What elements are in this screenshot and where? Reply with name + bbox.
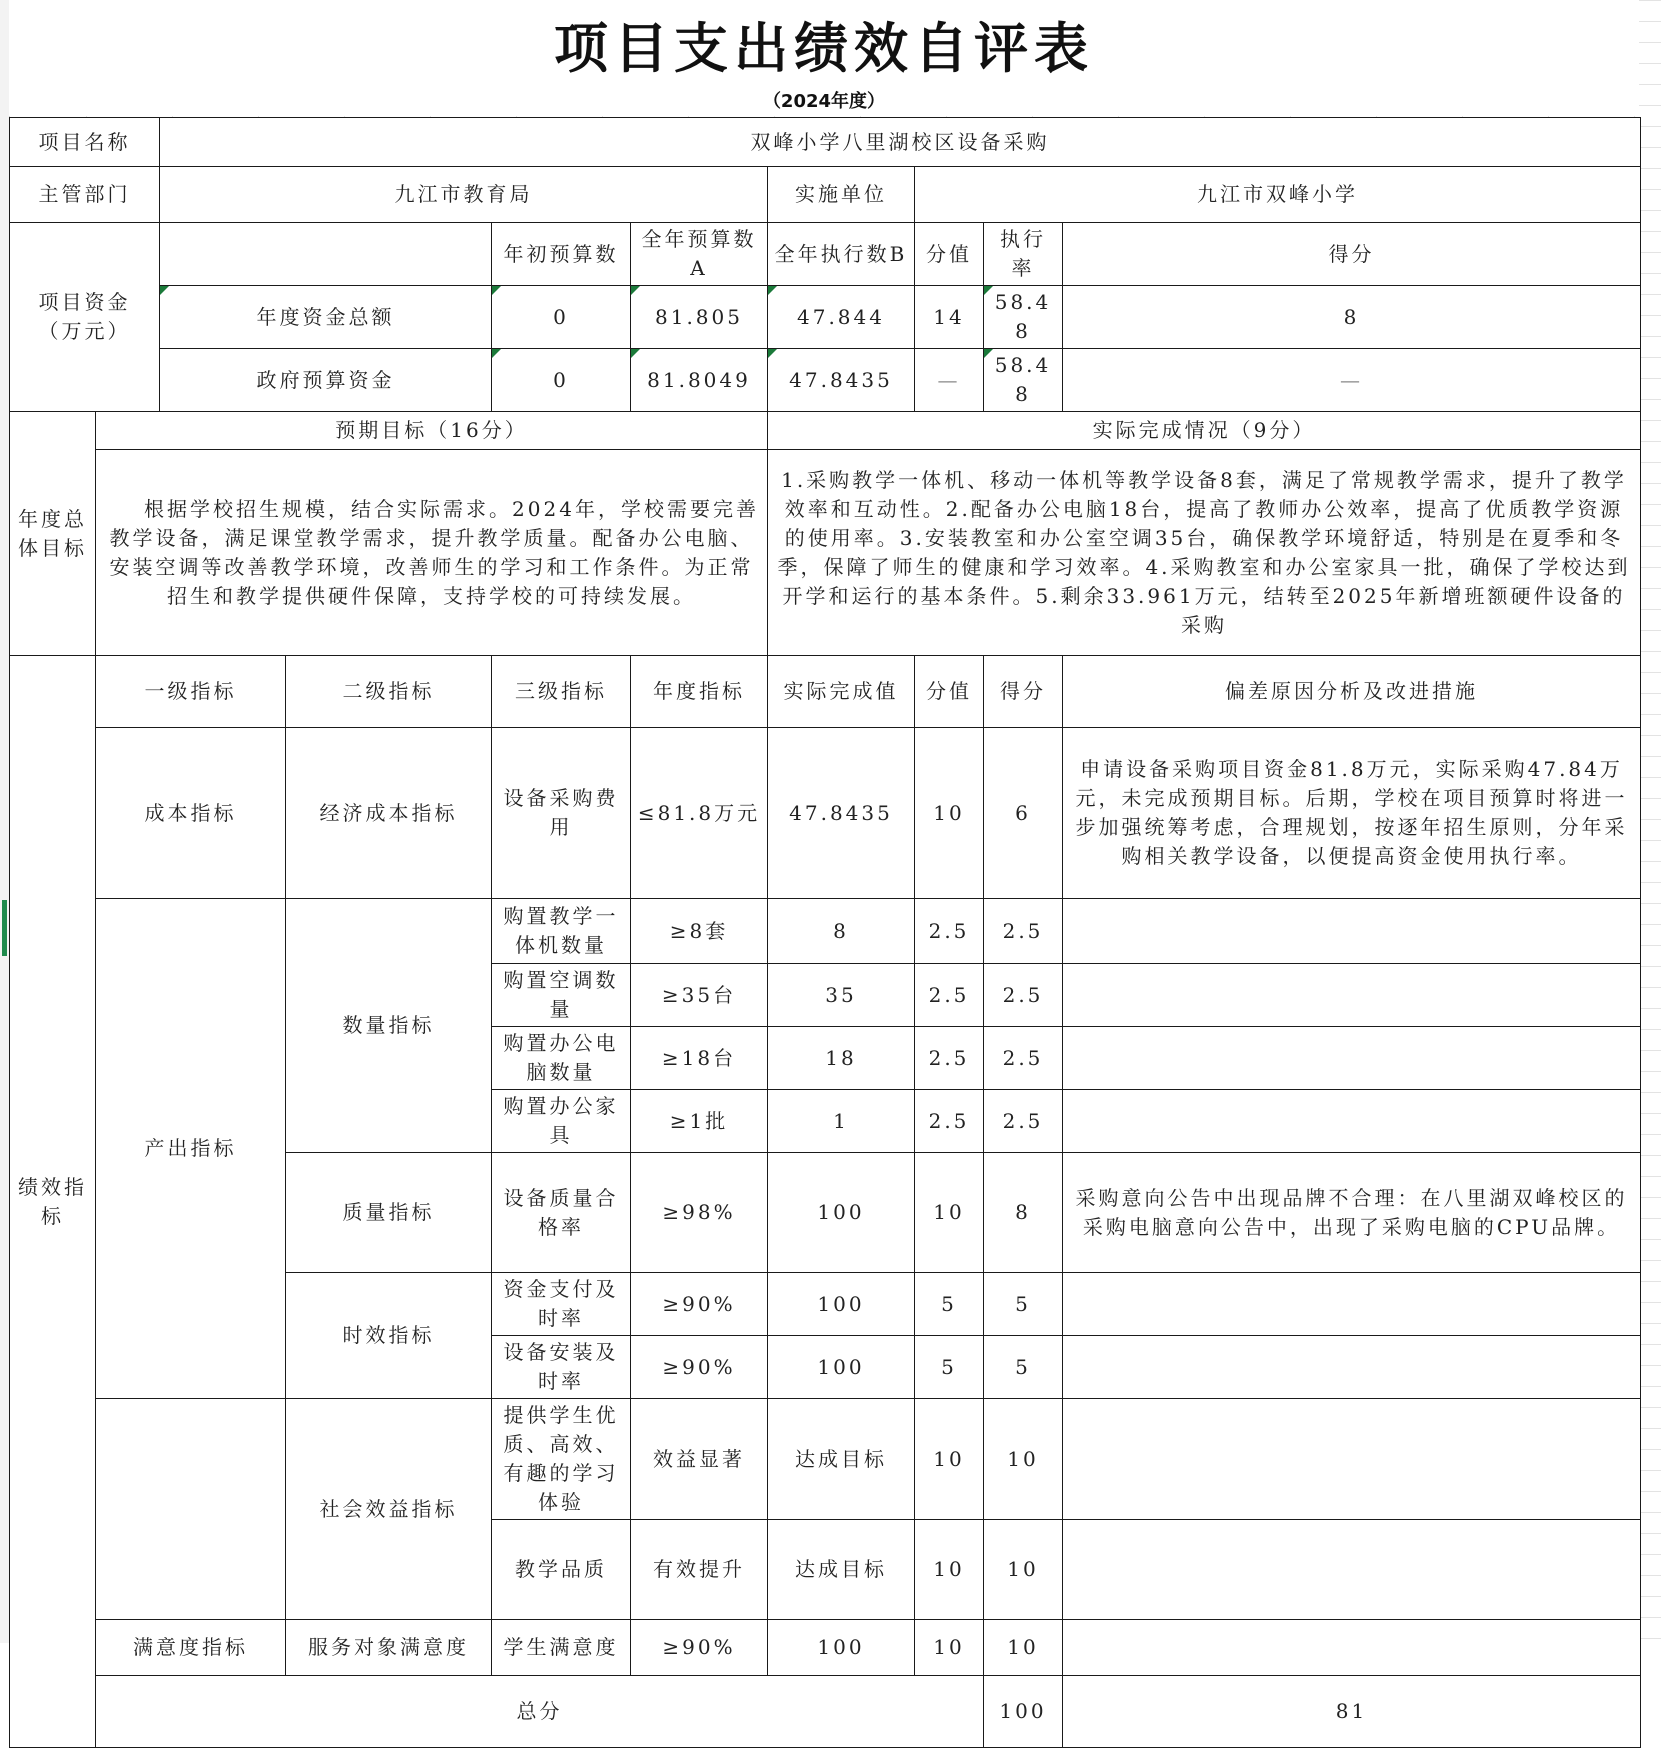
quality-score[interactable]: 8 [984, 1153, 1063, 1273]
unit-label[interactable]: 实施单位 [768, 167, 915, 223]
funds-row-government [10, 349, 1641, 412]
quantity-annual[interactable]: ≥35台 [631, 964, 768, 1027]
social-score[interactable]: 10 [984, 1520, 1063, 1620]
cost-level2[interactable]: 经济成本指标 [286, 728, 492, 899]
quantity-analysis[interactable] [1063, 899, 1641, 964]
social-analysis[interactable] [1063, 1399, 1641, 1520]
header-level2[interactable]: 二级指标 [286, 656, 492, 728]
unit-value[interactable]: 九江市双峰小学 [915, 167, 1641, 223]
quantity-score[interactable]: 2.5 [984, 964, 1063, 1027]
total-value[interactable]: 100 [984, 1676, 1063, 1748]
funds-header-initial[interactable]: 年初预算数 [492, 223, 631, 286]
quality-value[interactable]: 10 [915, 1153, 984, 1273]
cost-row [10, 728, 1641, 899]
satisfaction-level2[interactable]: 服务对象满意度 [286, 1620, 492, 1676]
selection-marker [2, 900, 7, 956]
goals-label[interactable]: 年度总体目标 [10, 412, 96, 656]
quantity-score[interactable]: 2.5 [984, 899, 1063, 964]
satisfaction-score[interactable]: 10 [984, 1620, 1063, 1676]
quantity-value[interactable]: 2.5 [915, 964, 984, 1027]
satisfaction-level1[interactable]: 满意度指标 [96, 1620, 286, 1676]
cost-value[interactable]: 10 [915, 728, 984, 899]
quantity-value[interactable]: 2.5 [915, 899, 984, 964]
project-name-row [10, 118, 1641, 167]
funds-header-blank[interactable] [160, 223, 492, 286]
timeliness-actual[interactable]: 100 [768, 1336, 915, 1399]
project-name-value[interactable]: 双峰小学八里湖校区设备采购 [160, 118, 1641, 167]
cost-level1[interactable]: 成本指标 [96, 728, 286, 899]
quantity-level3[interactable]: 购置办公电脑数量 [492, 1027, 631, 1090]
page-title: 项目支出绩效自评表 [9, 0, 1639, 88]
timeliness-analysis[interactable] [1063, 1273, 1641, 1336]
satisfaction-actual[interactable]: 100 [768, 1620, 915, 1676]
header-actual[interactable]: 实际完成值 [768, 656, 915, 728]
quantity-actual[interactable]: 35 [768, 964, 915, 1027]
timeliness-label[interactable]: 时效指标 [286, 1273, 492, 1399]
social-actual[interactable]: 达成目标 [768, 1520, 915, 1620]
timeliness-analysis[interactable] [1063, 1336, 1641, 1399]
funds-header-annual[interactable]: 全年预算数A [631, 223, 768, 286]
header-value[interactable]: 分值 [915, 656, 984, 728]
quantity-row [10, 899, 1641, 964]
actual-result-text[interactable]: 1.采购教学一体机、移动一体机等教学设备8套，满足了常规教学需求，提升了教学效率和互动性。2.配备办公电脑18台，提高了教师办公效率，提高了优质教学资源的使用率。3.安装教室和办公室空调35台，确保教学环境舒适，特别是在夏季和冬季，保障了师生的健康和学习效率。4.采购教室和办公室家具一批，确保了学校达到开学和运行的基本条件。5.剩余33.961万元，结转至2025年新增班额硬件设备的采购 [768, 450, 1641, 656]
funds-row-label[interactable]: 年度资金总额 [160, 286, 492, 349]
cost-annual[interactable]: ≤81.8万元 [631, 728, 768, 899]
quantity-annual[interactable]: ≥18台 [631, 1027, 768, 1090]
funds-row-total [10, 286, 1641, 349]
quantity-value[interactable]: 2.5 [915, 1090, 984, 1153]
funds-score-value[interactable]: 14 [915, 286, 984, 349]
cost-score[interactable]: 6 [984, 728, 1063, 899]
indicator-header-row [10, 656, 1641, 728]
quantity-level3[interactable]: 购置教学一体机数量 [492, 899, 631, 964]
timeliness-score[interactable]: 5 [984, 1336, 1063, 1399]
social-actual[interactable]: 达成目标 [768, 1399, 915, 1520]
funds-score[interactable]: 8 [1063, 286, 1641, 349]
timeliness-score[interactable]: 5 [984, 1273, 1063, 1336]
social-value[interactable]: 10 [915, 1520, 984, 1620]
funds-header-row [10, 223, 1641, 286]
funds-label[interactable]: 项目资金（万元） [10, 223, 160, 412]
social-annual[interactable]: 有效提升 [631, 1520, 768, 1620]
timeliness-value[interactable]: 5 [915, 1336, 984, 1399]
dept-label[interactable]: 主管部门 [10, 167, 160, 223]
quantity-annual[interactable]: ≥8套 [631, 899, 768, 964]
funds-score[interactable]: — [1063, 349, 1641, 412]
funds-row-label[interactable]: 政府预算资金 [160, 349, 492, 412]
funds-initial[interactable]: 0 [492, 349, 631, 412]
header-level1[interactable]: 一级指标 [96, 656, 286, 728]
funds-annual[interactable]: 81.805 [631, 286, 768, 349]
funds-score-value[interactable]: — [915, 349, 984, 412]
satisfaction-value[interactable]: 10 [915, 1620, 984, 1676]
funds-header-executed[interactable]: 全年执行数B [768, 223, 915, 286]
header-analysis[interactable]: 偏差原因分析及改进措施 [1063, 656, 1641, 728]
funds-executed[interactable]: 47.844 [768, 286, 915, 349]
page-subtitle: （2024年度） [9, 84, 1639, 116]
quantity-level3[interactable]: 购置空调数量 [492, 964, 631, 1027]
quantity-score[interactable]: 2.5 [984, 1090, 1063, 1153]
cost-analysis[interactable]: 申请设备采购项目资金81.8万元，实际采购47.84万元，未完成预期目标。后期，学校在项目预算时将进一步加强统筹考虑，合理规划，按逐年招生原则，分年采购相关教学设备，以便提高资金使用执行率。 [1063, 728, 1641, 899]
quality-label[interactable]: 质量指标 [286, 1153, 492, 1273]
funds-header-score-value[interactable]: 分值 [915, 223, 984, 286]
quantity-label[interactable]: 数量指标 [286, 899, 492, 1153]
quantity-annual[interactable]: ≥1批 [631, 1090, 768, 1153]
output-label[interactable]: 产出指标 [96, 899, 286, 1399]
quantity-analysis[interactable] [1063, 1090, 1641, 1153]
satisfaction-level3[interactable]: 学生满意度 [492, 1620, 631, 1676]
quantity-level3[interactable]: 购置办公家具 [492, 1090, 631, 1153]
dept-value[interactable]: 九江市教育局 [160, 167, 768, 223]
quantity-actual[interactable]: 18 [768, 1027, 915, 1090]
timeliness-level3[interactable]: 设备安装及时率 [492, 1336, 631, 1399]
satisfaction-analysis[interactable] [1063, 1620, 1641, 1676]
indicators-label[interactable]: 绩效指标 [10, 656, 96, 1748]
quality-level3[interactable]: 设备质量合格率 [492, 1153, 631, 1273]
goals-text-row [10, 450, 1641, 656]
header-level3[interactable]: 三级指标 [492, 656, 631, 728]
actual-result-header[interactable]: 实际完成情况（9分） [768, 412, 1641, 450]
cost-level3[interactable]: 设备采购费用 [492, 728, 631, 899]
department-row [10, 167, 1641, 223]
cost-actual[interactable]: 47.8435 [768, 728, 915, 899]
header-score[interactable]: 得分 [984, 656, 1063, 728]
satisfaction-row [10, 1620, 1641, 1676]
total-row [10, 1676, 1641, 1748]
header-annual[interactable]: 年度指标 [631, 656, 768, 728]
quality-annual[interactable]: ≥98% [631, 1153, 768, 1273]
funds-header-rate[interactable]: 执行率 [984, 223, 1063, 286]
funds-initial[interactable]: 0 [492, 286, 631, 349]
expected-goal-header[interactable]: 预期目标（16分） [96, 412, 768, 450]
quantity-analysis[interactable] [1063, 964, 1641, 1027]
social-label[interactable]: 社会效益指标 [286, 1399, 492, 1620]
evaluation-table [9, 117, 1641, 1748]
timeliness-level3[interactable]: 资金支付及时率 [492, 1273, 631, 1336]
quantity-analysis[interactable] [1063, 1027, 1641, 1090]
social-level3[interactable]: 教学品质 [492, 1520, 631, 1620]
social-level3[interactable]: 提供学生优质、高效、有趣的学习体验 [492, 1399, 631, 1520]
social-analysis[interactable] [1063, 1520, 1641, 1620]
expected-goal-text[interactable]: 根据学校招生规模，结合实际需求。2024年，学校需要完善教学设备，满足课堂教学需求，提升教学质量。配备办公电脑、安装空调等改善教学环境，改善师生的学习和工作条件。为正常招生和教学提供硬件保障，支持学校的可持续发展。 [96, 450, 768, 656]
total-score[interactable]: 81 [1063, 1676, 1641, 1748]
social-value[interactable]: 10 [915, 1399, 984, 1520]
funds-executed[interactable]: 47.8435 [768, 349, 915, 412]
funds-annual[interactable]: 81.8049 [631, 349, 768, 412]
total-label[interactable]: 总分 [96, 1676, 984, 1748]
satisfaction-annual[interactable]: ≥90% [631, 1620, 768, 1676]
timeliness-actual[interactable]: 100 [768, 1273, 915, 1336]
quality-analysis[interactable]: 采购意向公告中出现品牌不合理：在八里湖双峰校区的采购电脑意向公告中，出现了采购电脑的CPU品牌。 [1063, 1153, 1641, 1273]
quantity-actual[interactable]: 8 [768, 899, 915, 964]
quantity-actual[interactable]: 1 [768, 1090, 915, 1153]
funds-rate[interactable]: 58.48 [984, 349, 1063, 412]
funds-header-score[interactable]: 得分 [1063, 223, 1641, 286]
goals-header-row [10, 412, 1641, 450]
project-name-label[interactable]: 项目名称 [10, 118, 160, 167]
timeliness-annual[interactable]: ≥90% [631, 1273, 768, 1336]
funds-rate[interactable]: 58.48 [984, 286, 1063, 349]
benefit-level1-blank[interactable] [96, 1399, 286, 1620]
timeliness-annual[interactable]: ≥90% [631, 1336, 768, 1399]
timeliness-value[interactable]: 5 [915, 1273, 984, 1336]
quantity-score[interactable]: 2.5 [984, 1027, 1063, 1090]
social-annual[interactable]: 效益显著 [631, 1399, 768, 1520]
social-row [10, 1399, 1641, 1520]
quantity-value[interactable]: 2.5 [915, 1027, 984, 1090]
quality-actual[interactable]: 100 [768, 1153, 915, 1273]
social-score[interactable]: 10 [984, 1399, 1063, 1520]
